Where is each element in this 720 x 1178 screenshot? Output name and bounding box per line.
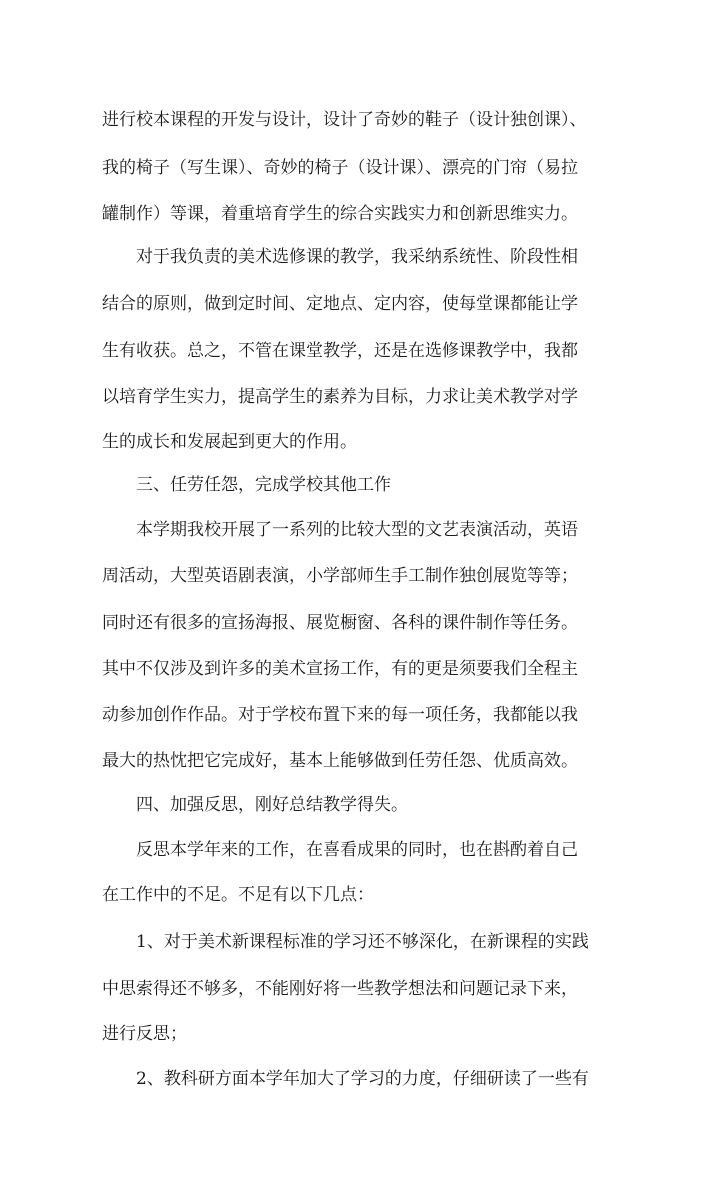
section-heading: 四、加强反思，刚好总结教学得失。 bbox=[136, 795, 408, 815]
list-item-first-line: 1、对于美术新课程标准的学习还不够深化，在新课程的实践 bbox=[136, 932, 589, 952]
paragraph-first-line: 对于我负责的美术选修课的教学，我采纳系统性、阶段性相 bbox=[136, 247, 578, 267]
text-line: 生的成长和发展起到更大的作用。 bbox=[102, 432, 357, 452]
text-line: 进行校本课程的开发与设计，设计了奇妙的鞋子（设计独创课）、 bbox=[102, 110, 587, 130]
text-line: 同时还有很多的宣扬海报、展览橱窗、各科的课件制作等任务。 bbox=[102, 613, 578, 633]
text-line: 进行反思； bbox=[102, 1024, 187, 1044]
text-line: 中思索得还不够多，不能刚好将一些教学想法和问题记录下来， bbox=[102, 979, 578, 999]
text-line: 罐制作）等课，着重培育学生的综合实践实力和创新思维实力。 bbox=[102, 204, 578, 224]
text-line: 最大的热忱把它完成好，基本上能够做到任劳任怨、优质高效。 bbox=[102, 751, 578, 771]
text-line: 结合的原则，做到定时间、定地点、定内容，使每堂课都能让学 bbox=[102, 294, 578, 314]
text-line: 生有收获。总之，不管在课堂教学，还是在选修课教学中，我都 bbox=[102, 341, 578, 361]
text-line: 动参加创作作品。对于学校布置下来的每一项任务，我都能以我 bbox=[102, 705, 578, 725]
section-heading: 三、任劳任怨，完成学校其他工作 bbox=[136, 475, 391, 495]
text-line: 在工作中的不足。不足有以下几点： bbox=[102, 885, 374, 905]
text-line: 以培育学生实力，提高学生的素养为目标，力求让美术教学对学 bbox=[102, 387, 578, 407]
text-line: 其中不仅涉及到许多的美术宣扬工作，有的更是须要我们全程主 bbox=[102, 659, 578, 679]
text-line: 我的椅子（写生课）、奇妙的椅子（设计课）、漂亮的门帘（易拉 bbox=[102, 158, 578, 178]
text-line: 周活动，大型英语剧表演，小学部师生手工制作独创展览等等； bbox=[102, 566, 578, 586]
list-item-first-line: 2、教科研方面本学年加大了学习的力度，仔细研读了一些有 bbox=[136, 1069, 589, 1089]
paragraph-first-line: 反思本学年来的工作，在喜看成果的同时，也在斟酌着自己 bbox=[136, 840, 578, 860]
paragraph-first-line: 本学期我校开展了一系列的比较大型的文艺表演活动，英语 bbox=[136, 520, 578, 540]
